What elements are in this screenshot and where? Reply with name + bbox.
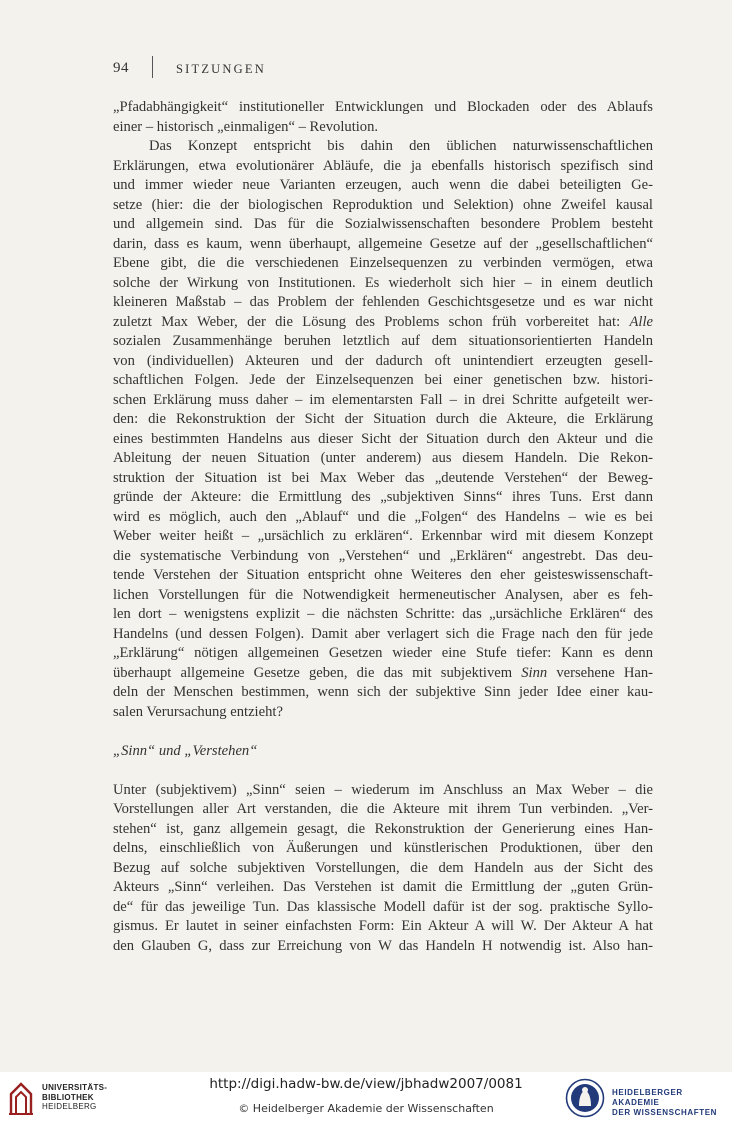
text-line: von (individuellen) Akteuren und der dadurch oft unintendiert erzeugten gesell- [113, 352, 653, 369]
text-line: lichen Vorstellungen für die Notwendigkeit hermeneutischer Analysen, aber es feh- [113, 586, 653, 603]
hadw-seal-icon[interactable] [565, 1078, 605, 1118]
text-line [113, 313, 653, 333]
text-line: gismus. Er lautet in seiner einfachsten Form: Ein Akteur A will W. Der Akteur A hat [113, 918, 653, 934]
academy-name-line: HEIDELBERGER AKADEMIE [612, 1088, 683, 1107]
text-line: Bezug auf solche subjektiven Vorstellungen, die dem Handeln aus der Sicht des [113, 859, 653, 876]
italic-word: Alle [629, 313, 653, 330]
text-line: den Glauben G, dass zur Erreichung von W das Handeln H notwendig ist. Also han- [113, 937, 653, 954]
library-name-line: BIBLIOTHEK [42, 1092, 94, 1102]
header-divider [152, 56, 153, 78]
text-line: und allgemein sind. Das für die Sozialwissenschaften besondere Problem besteht [113, 216, 653, 232]
text-fragment: zuletzt Max Weber, der die Lösung des Problems schon früh vorbereitet hat: [113, 313, 621, 330]
academy-name [612, 1088, 732, 1118]
text-line: deln der Menschen bestimmen, wenn sich der subjektive Sinn jeder Idee einer kau- [113, 684, 653, 700]
text-line: len dort – wenigstens explizit – die nächsten Schritte: das „ursächliche Erklären“ des [113, 606, 653, 622]
text-line: Vorstellungen aller Art verstanden, die die Akteure mit ihrem Tun verbinden. „Ver- [113, 801, 653, 817]
text-line [113, 664, 653, 684]
digitization-footer [0, 1072, 732, 1125]
text-line: den: die Rekonstruktion der Sicht der Situation durch die Akteure, die Erklärung [113, 411, 653, 427]
text-line: setze (hier: die der biologischen Reproduktion und Selektion) ohne Zweifel kausal [113, 196, 653, 213]
text-line: darin, dass es kaum, wenn überhaupt, allgemeine Gesetze auf der „gesellschaftlichen“ [113, 235, 653, 252]
library-name-line: UNIVERSITÄTS- [42, 1083, 108, 1092]
library-name-line: HEIDELBERG [42, 1102, 97, 1111]
text-line: die systematische Verbindung von „Verstehen“ und „Erklären“ angestrebt. Das deu- [113, 547, 653, 564]
text-line: stehen“ ist, ganz allgemein gesagt, die Rekonstruktion der Generierung eines Han- [113, 820, 653, 837]
text-fragment: überhaupt allgemeine Gesetze geben, die das mit subjektivem [113, 664, 513, 681]
text-line: „Pfadabhängigkeit“ institutioneller Entwicklungen und Blockaden oder des Ablaufs [113, 99, 653, 115]
text-line: salen Verursachung entzieht? [113, 703, 283, 720]
text-line: einer – historisch „einmaligen“ – Revolution. [113, 118, 379, 135]
text-line: und immer wieder neue Varianten erzeugen, auch wenn die dabei beteiligten Ge- [113, 177, 653, 193]
italic-word: Sinn [521, 664, 548, 681]
text-line: kleineren Maßstab – das Problem der fehlenden Geschichtsgesetze und es war nicht [113, 294, 653, 310]
text-line: schaftlichen Folgen. Jede der Einzelsequenzen bei einer genetischen bzw. histori- [113, 372, 653, 388]
text-line: eines bestimmten Handelns aus dieser Sicht der Situation durch den Akteur und die [113, 430, 653, 447]
text-line: Ableitung der neuen Situation (unter anderem) aus diesem Handeln. Die Rekon- [113, 450, 653, 466]
text-line: Handelns (und dessen Folgen). Damit aber verlagert sich die Frage nach den für jede [113, 625, 653, 642]
text-line: tende Verstehen der Situation entspricht ohne Weiteres den eher geisteswissenschaft- [113, 567, 653, 583]
page-header [0, 60, 732, 82]
text-line: de“ für das jeweilige Tun. Das klassische Modell dafür ist der sog. praktische Syllo- [113, 898, 653, 915]
text-line: Erklärungen, etwa evolutionärer Abläufe, die ja ebenfalls historisch spezifisch sind [113, 157, 653, 174]
text-line: Weber weiter heißt – „ursächlich zu erklären“. Erkennbar wird mit diesem Konzept [113, 528, 653, 544]
text-line: delns, einschließlich von Äußerungen und künstlerischen Produktionen, über den [113, 840, 653, 856]
text-line: Akteurs „Sinn“ verleihen. Das Verstehen ist damit die Ermittlung der „guten Grün- [113, 879, 653, 895]
page-number: 94 [113, 60, 129, 76]
text-line: Unter (subjektivem) „Sinn“ seien – wiederum im Anschluss an Max Weber – die [113, 781, 653, 798]
running-head: SITZUNGEN [176, 62, 266, 76]
text-line: „Erklärung“ nötigen allgemeinen Gesetzen wieder eine Stufe tiefer: Kann es denn [113, 645, 653, 661]
text-line: Ebene gibt, die die verschiedenen Einzelsequenzen zu verbinden vermögen, etwa [113, 255, 653, 271]
text-line: struktion der Situation ist bei Max Weber das „deutende Verstehen“ der Beweg- [113, 469, 653, 486]
academy-name-line: DER WISSENSCHAFTEN [612, 1108, 718, 1117]
text-line: sozialen Zusammenhänge beruhen letztlich auf dem situationsorientierten Handeln [113, 333, 653, 349]
body-text [113, 98, 653, 956]
permalink-url[interactable]: http://digi.hadw-bw.de/view/jbhadw2007/0081 [209, 1076, 523, 1092]
text-line: Das Konzept entspricht bis dahin den üblichen naturwissenschaftlichen [149, 138, 653, 154]
copyright-notice: © Heidelberger Akademie der Wissenschaften [238, 1102, 494, 1115]
text-line: solche der Wirkung von Institutionen. Es wiederholt sich hier – in einem deutlich [113, 274, 653, 291]
section-subheading: „Sinn“ und „Verstehen“ [113, 742, 258, 759]
text-fragment: versehene Han- [547, 664, 653, 681]
text-line: schen Erklärung muss daher – im elementarsten Fall – in drei Schritte aufgeteilt wer- [113, 391, 653, 408]
text-line: wird es möglich, auch den „Ablauf“ und die „Folgen“ des Handelns – wie es bei [113, 508, 653, 525]
text-line: gründe der Akteure: die Ermittlung des „subjektiven Sinns“ ihres Tuns. Erst dann [113, 489, 653, 505]
